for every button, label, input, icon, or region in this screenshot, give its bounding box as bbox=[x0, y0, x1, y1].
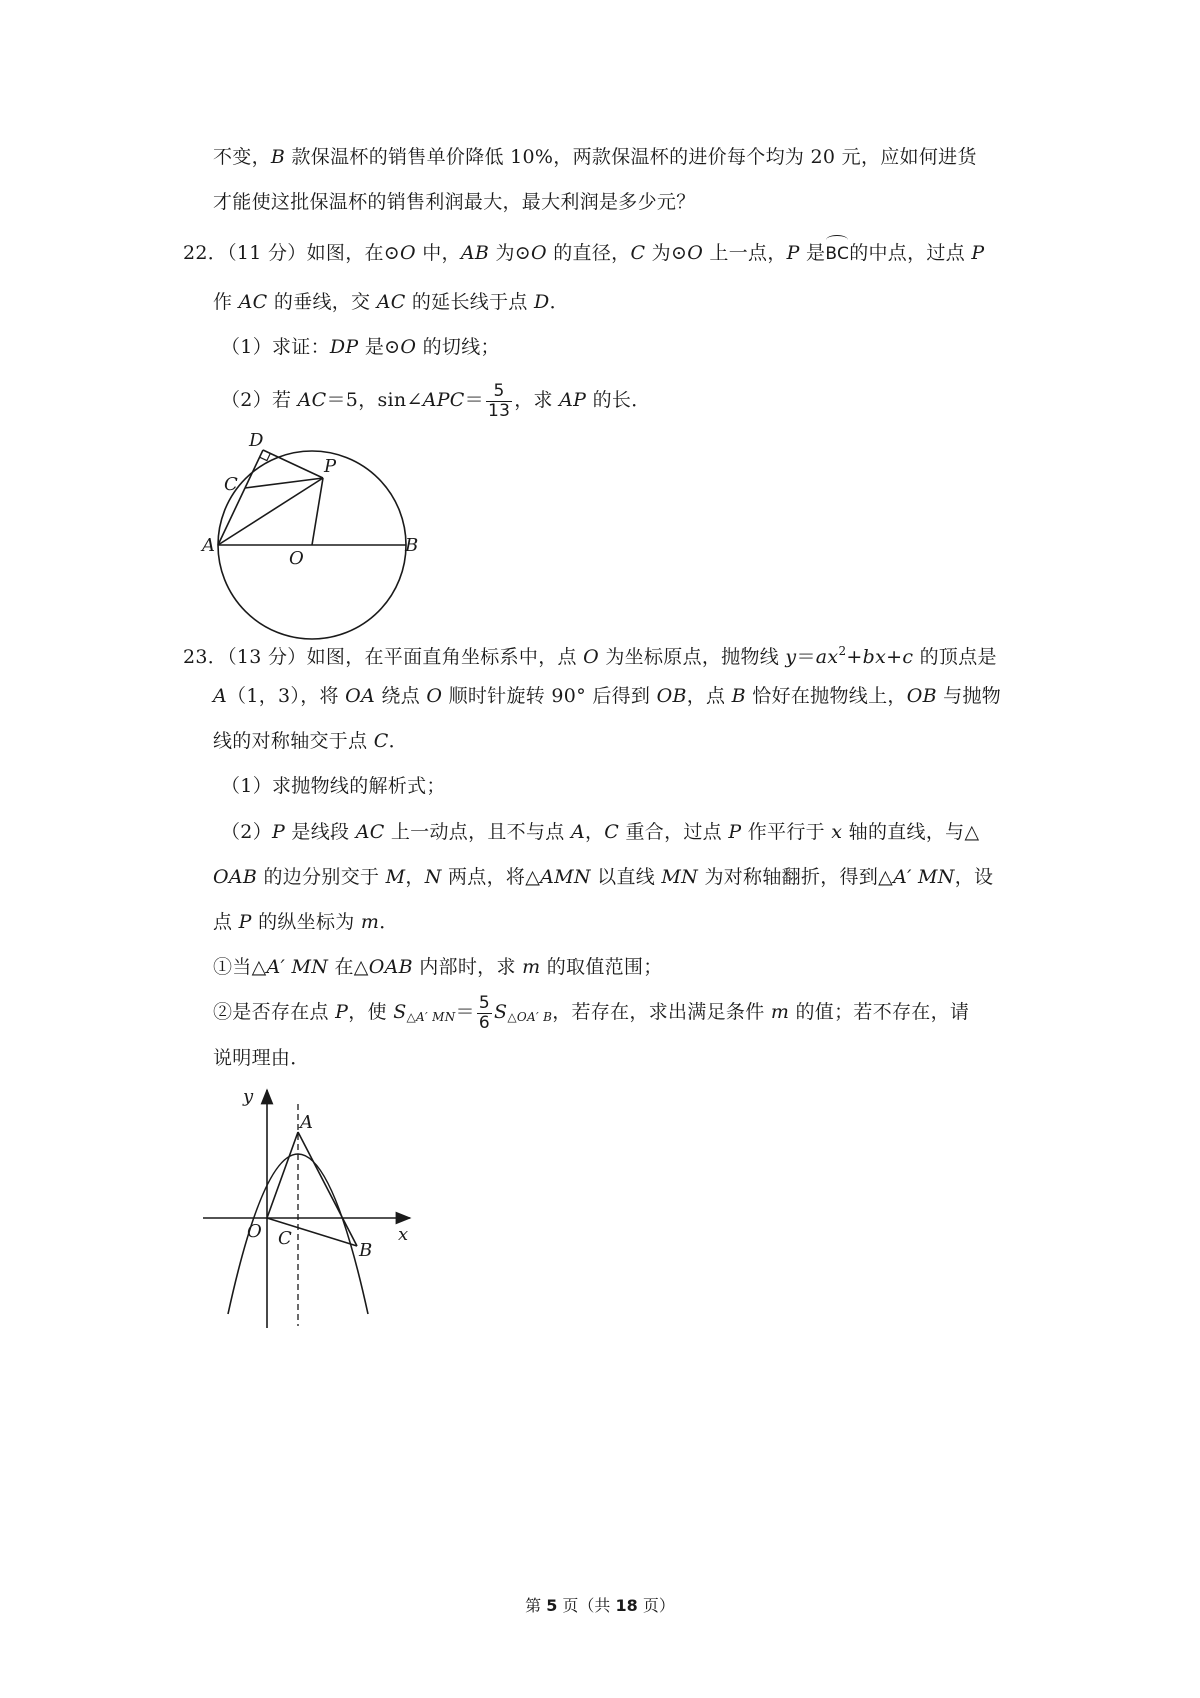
q21-line2: 才能使这批保温杯的销售利润最大，最大利润是多少元？ bbox=[213, 191, 696, 213]
q23-part2-line2: OAB 的边分别交于 M，N 两点，将△AMN 以直线 MN 为对称轴翻折，得到△A′ MN，设 bbox=[213, 866, 994, 888]
label-C: C bbox=[224, 474, 238, 495]
q21-line1: 不变，B 款保温杯的销售单价降低 10%，两款保温杯的进价每个均为 20 元，应如何进货 bbox=[213, 146, 977, 168]
q23-sub2-end: 说明理由． bbox=[213, 1047, 310, 1069]
q23-part1: （1）求抛物线的解析式； bbox=[221, 775, 446, 797]
label-A: A bbox=[300, 1112, 313, 1133]
label-y: y bbox=[243, 1086, 254, 1107]
label-B: B bbox=[405, 535, 419, 556]
q22-line1: 22．（11 分）如图，在⊙O 中，AB 为⊙O 的直径，C 为⊙O 上一点，P 是BC的中点，过点 P bbox=[183, 239, 1003, 268]
label-x: x bbox=[398, 1224, 409, 1245]
q23-line3: 线的对称轴交于点 C． bbox=[213, 730, 408, 752]
fraction-5-13: $\frac{5}{13}$ bbox=[487, 380, 511, 421]
arc-bc: BC bbox=[825, 240, 849, 268]
q22-part2: （2）若 AC＝5，sin∠APC＝ $\frac{5}{13}$ ，求 AP 的长． bbox=[221, 380, 651, 421]
q23-part2-line3: 点 P 的纵坐标为 m． bbox=[213, 911, 399, 933]
q23-line1: 23．（13 分）如图，在平面直角坐标系中，点 O 为坐标原点，抛物线 $y=ax^2+bx+c$ 的顶点是 bbox=[183, 644, 997, 668]
q22-line2: 作 AC 的垂线，交 AC 的延长线于点 D． bbox=[213, 291, 569, 313]
q23-sub1: ①当△A′ MN 在△OAB 内部时，求 m 的取值范围； bbox=[213, 956, 663, 978]
parabola-figure bbox=[195, 1080, 425, 1332]
fraction-5-6: $\frac{5}{6}$ bbox=[478, 992, 490, 1033]
circle-figure bbox=[202, 430, 440, 640]
label-D: D bbox=[249, 430, 264, 451]
page-footer: 第 5 页（共 18 页） bbox=[525, 1596, 675, 1615]
label-O: O bbox=[289, 548, 304, 569]
label-B: B bbox=[359, 1240, 373, 1261]
label-P: P bbox=[324, 456, 337, 477]
q22-part1: （1）求证：DP 是⊙O 的切线； bbox=[221, 336, 500, 358]
q23-part2-line1: （2）P 是线段 AC 上一动点，且不与点 A，C 重合，过点 P 作平行于 x 轴的直线，与△ bbox=[221, 821, 980, 843]
q23-sub2: ②是否存在点 P，使 $S_{\triangle A' MN}=$ $\frac{5}{6}$ $S_{\triangle OA' B}$，若存在，求出满足条件 m 的值；若不存在，请 bbox=[213, 992, 970, 1033]
label-A: A bbox=[202, 535, 215, 556]
q23-line2: A（1，3），将 OA 绕点 O 顺时针旋转 90° 后得到 OB，点 B 恰好在抛物线上，OB 与抛物 bbox=[213, 685, 1002, 707]
label-O: O bbox=[247, 1221, 262, 1242]
label-C: C bbox=[278, 1228, 292, 1249]
